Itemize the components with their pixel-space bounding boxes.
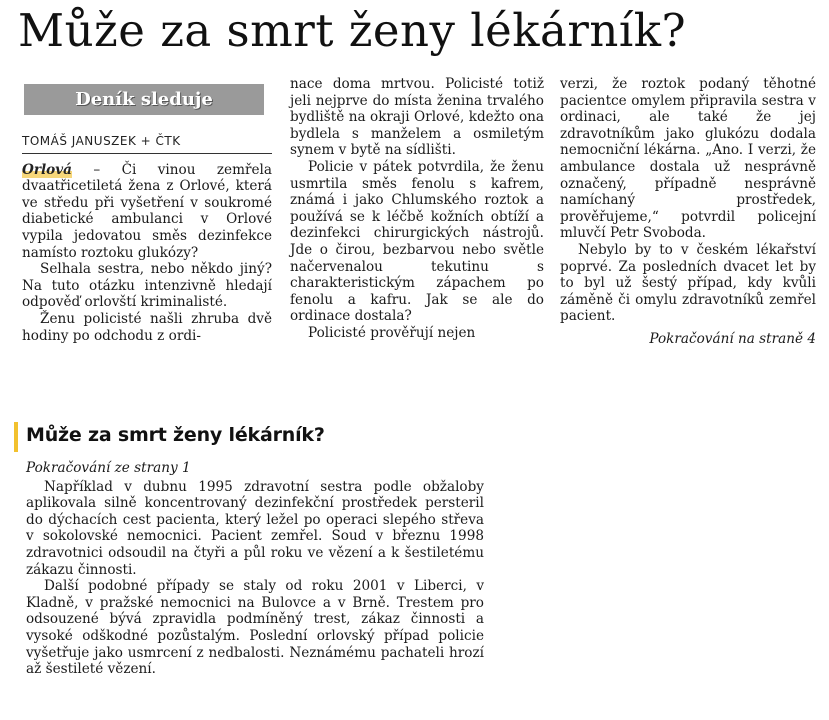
section-2-paragraph-2: Další podobné případy se staly od roku 2001 v Liberci, v Kladně, v pražské nemocnici na Bulovce a v Brně. Trestem pro odsouzené bývá zpravidla podmíněný trest, zákaz činnosti a vysoké odškodné pozůstalým. Poslední orlovský případ policie vyšetřuje jako usmrcení z nedbalosti. Neznámému pachateli hrozí až šestileté vězení.: [26, 578, 484, 678]
column-3: [560, 76, 816, 348]
section-2-title: Může za smrt ženy lékárník?: [26, 424, 325, 446]
col2-paragraph-3: Policisté prověřují nejen: [308, 324, 476, 341]
lead-paragraph: [22, 162, 272, 262]
column-1: [22, 84, 272, 344]
col3-paragraph-2: Nebylo by to v českém lékařství poprvé. Za posledních dvacet let by to byl už šestý případ, kdy kvůli záměně či omylu zdravotníků zemřel pacient.: [560, 241, 816, 325]
dateline-place: Orlová: [22, 161, 72, 178]
rubric-badge: Deník sleduje: [24, 84, 264, 115]
column-2: [290, 76, 544, 342]
col2-paragraph-1: nace doma mrtvou. Policisté totiž jeli nejprve do místa ženina trvalého bydliště na okraji Orlové, kdežto ona bydlela s manželem a osmiletým synem v bytě na sídlišti.: [290, 76, 544, 159]
col1-paragraph-2: Selhala sestra, nebo někdo jiný? Na tuto otázku intenzivně hledají odpověď orlovští kriminalisté.: [22, 261, 272, 311]
lead-paragraph-block: [22, 162, 272, 262]
continued-note: Pokračování na straně 4: [649, 330, 816, 347]
section-accent-bar: [14, 422, 18, 452]
headline: Může za smrt ženy lékárník?: [18, 4, 687, 57]
col1-paragraph-3: Ženu policisté našli zhruba dvě hodiny po odchodu z ordi-: [22, 310, 272, 344]
byline: TOMÁŠ JANUSZEK + ČTK: [22, 133, 272, 154]
continued-from-note: Pokračování ze strany 1: [26, 460, 191, 476]
section-2-body: [26, 460, 484, 678]
lead-text: – Či vinou zemřela dvaatřicetiletá žena z Orlové, která ve středu při vyšetření v soukromé diabetické ambulanci v Orlové vypila jedovatou směs dezinfekce namísto roztoku glukózy?: [22, 161, 272, 261]
section-2-paragraph-1: Například v dubnu 1995 zdravotní sestra podle obžaloby aplikovala silně koncentrovaný dezinfekční prostředek persteril do dýchacích cest pacienta, který ležel po operaci slepého střeva v sokolovské nemocnici. Pacient zemřel. Soud v březnu 1998 zdravotnici odsoudil na čtyři a půl roku ve vězení a k šestiletému zákazu činnosti.: [26, 478, 484, 578]
col3-paragraph-1: verzi, že roztok podaný těhotné pacientce omylem připravila sestra v ordinaci, ale také že jej zdravotníkům jako glukózu dodala nemocniční lékárna. „Ano. I verzi, že ambulance dostala už nesprávně označený, případně nesprávně namíchaný prostředek, prověřujeme,“ potvrdil policejní mluvčí Petr Svoboda.: [560, 76, 816, 242]
col2-paragraph-2: Policie v pátek potvrdila, že ženu usmrtila směs fenolu s kafrem, známá i jako Chlumského roztok a používá se k léčbě kožních obtíží a dezinfekci chirurgických nástrojů. Jde o čirou, bezbarvou nebo světle načervenalou tekutinu s charakteristickým zápachem po fenolu a kafru. Jak se ale do ordinace dostala?: [290, 158, 544, 325]
